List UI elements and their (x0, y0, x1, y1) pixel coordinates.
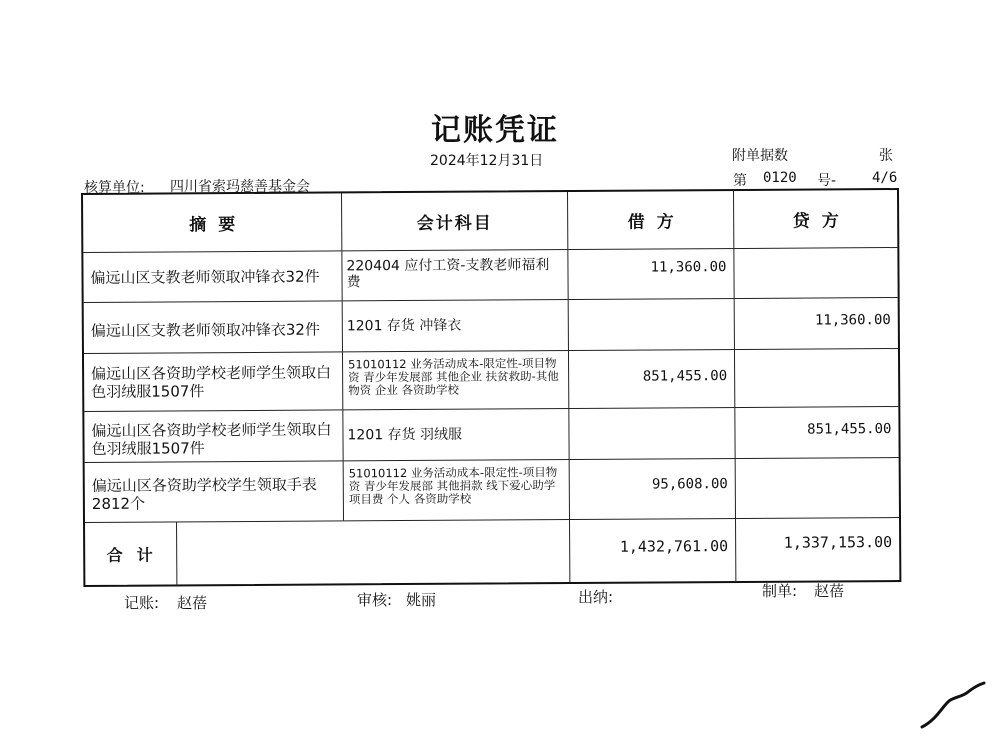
total-blank-cell (177, 520, 570, 584)
table-row (83, 248, 897, 303)
preparer-label: 制单: (762, 582, 798, 600)
table-row (84, 349, 898, 412)
row-summary: 偏远山区各资助学校学生领取手表2812个 (85, 461, 344, 522)
reviewer-label: 审核: (357, 591, 393, 609)
table-header-row (83, 190, 897, 253)
row-summary: 偏远山区各资助学校老师学生领取白色羽绒服1507件 (84, 352, 343, 411)
voucher-table (81, 188, 901, 587)
row-credit (734, 248, 897, 298)
row-account: 1201 存货 羽绒服 (343, 409, 569, 460)
row-summary: 偏远山区支教老师领取冲锋衣32件 (83, 251, 342, 302)
row-account: 51010112 业务活动成本-限定性-项目物资 青少年发展部 其他捐款 线下爱心助学 项目费 个人 各资助学校 (344, 460, 570, 520)
header-credit: 贷方 (792, 211, 851, 232)
row-debit (569, 408, 735, 459)
voucher-page: 4/6 (872, 170, 898, 186)
row-credit: 851,455.00 (807, 421, 892, 438)
row-account: 220404 应付工资-支教老师福利费 (342, 250, 568, 300)
attachments-unit: 张 (879, 148, 893, 164)
preparer-name: 赵蓓 (814, 582, 845, 600)
header-summary: 摘要 (83, 193, 342, 252)
header-debit: 借方 (568, 191, 734, 249)
voucher-number-prefix: 第 (733, 173, 747, 189)
table-total-row (85, 518, 899, 585)
voucher-number-suffix: 号- (817, 173, 837, 189)
row-debit: 851,455.00 (569, 350, 735, 408)
attachments-label: 附单据数 (732, 148, 788, 164)
row-summary: 偏远山区各资助学校老师学生领取白色羽绒服1507件 (84, 410, 343, 462)
row-debit (569, 299, 735, 350)
row-credit: 11,360.00 (814, 312, 891, 329)
accounting-unit-value: 四川省索玛慈善基金会 (170, 179, 310, 195)
bookkeeper-name: 赵蓓 (177, 594, 208, 612)
table-row (85, 458, 899, 523)
accounting-unit-label: 核算单位: (84, 180, 145, 196)
voucher-date: 2024年12月31日 (430, 153, 544, 169)
voucher-title: 记账凭证 (431, 113, 559, 148)
table-row (84, 298, 898, 354)
row-credit (735, 349, 898, 407)
total-label: 合计 (85, 522, 177, 585)
row-summary: 偏远山区支教老师领取冲锋衣32件 (84, 301, 343, 353)
bookkeeper-label: 记账: (124, 594, 160, 612)
row-account: 51010112 业务活动成本-限定性-项目物资 青少年发展部 其他企业 扶贫救助-其他 物资 企业 各资助学校 (343, 351, 569, 409)
row-debit: 95,608.00 (570, 459, 736, 519)
row-debit: 11,360.00 (568, 249, 734, 299)
voucher-number: 0120 (763, 170, 797, 186)
total-credit: 1,337,153.00 (783, 533, 893, 552)
cashier-label: 出纳: (578, 588, 614, 606)
header-account: 会计科目 (342, 192, 568, 250)
table-row (84, 407, 898, 463)
edge-scribble-mark (918, 677, 988, 732)
row-account: 1201 存货 冲锋衣 (343, 300, 569, 351)
reviewer-name: 姚丽 (406, 591, 437, 609)
row-credit (736, 458, 899, 518)
total-debit: 1,432,761.00 (570, 519, 736, 582)
